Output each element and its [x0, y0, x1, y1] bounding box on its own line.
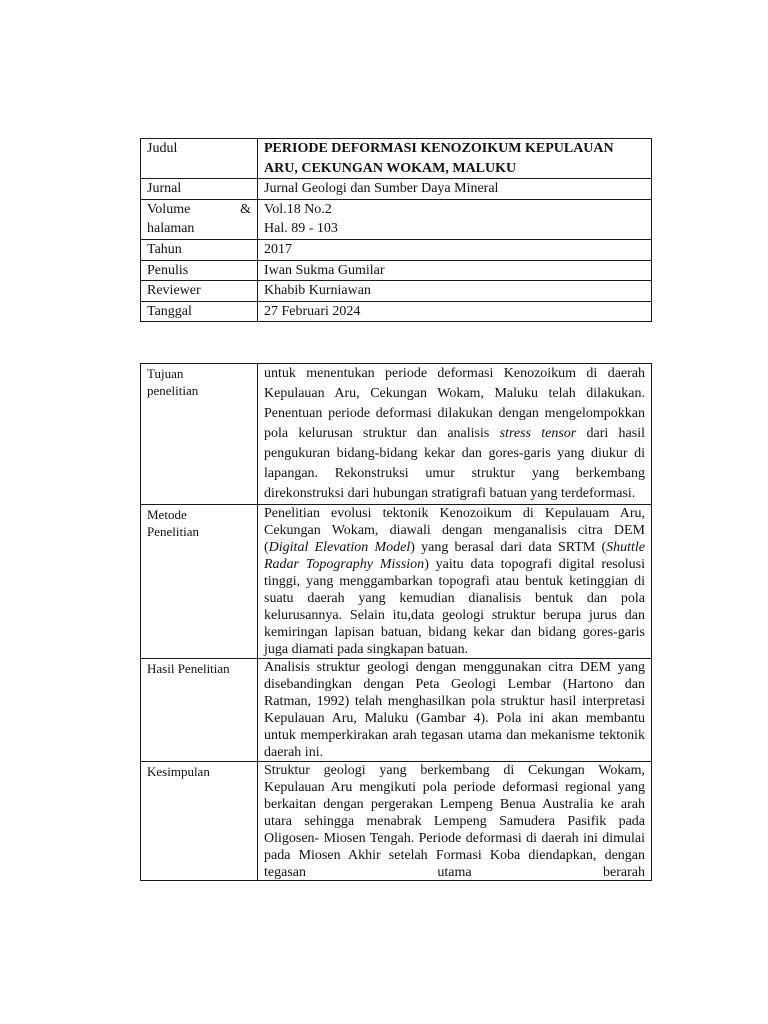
judul-label: Judul — [141, 139, 258, 179]
row-kesimpulan — [141, 762, 652, 881]
row-tanggal — [141, 301, 652, 322]
hasil-text: Analisis struktur geologi dengan menggunakan citra DEM yang disebandingkan dengan Peta Geologi Lembar (Hartono dan Ratman, 1992) telah menghasilkan pola struktur hasil interpretasi Kepulauan Aru, Maluku (Gambar 4). Pola ini akan membantu untuk memperkirakan arah tegasan utama dan mekanisme tektonik daerah ini. — [258, 659, 652, 762]
tujuan-text-part-1: untuk menentukan periode deformasi Kenozoikum di daerah Kepulauan Aru, Cekungan Wokam, Maluku telah dilakukan. Penentuan periode deformasi dilakukan dengan mengelompokkan pola kelurusan struktur dan analisis — [264, 366, 645, 441]
hasil-label: Hasil Penelitian — [141, 659, 258, 762]
tujuan-label — [141, 364, 258, 505]
reviewer-label: Reviewer — [141, 281, 258, 302]
tahun-label: Tahun — [141, 239, 258, 260]
metode-label-line-1: Metode — [147, 507, 187, 522]
volume-label-line — [147, 200, 251, 220]
metode-label-line-2: Penelitian — [147, 524, 199, 539]
volume-label — [141, 199, 258, 239]
row-jurnal — [141, 179, 652, 200]
tujuan-label-line-1: Tujuan — [147, 366, 184, 381]
row-tujuan — [141, 364, 652, 505]
jurnal-value: Jurnal Geologi dan Sumber Daya Mineral — [258, 179, 652, 200]
tujuan-text — [258, 364, 652, 505]
judul-value: PERIODE DEFORMASI KENOZOIKUM KEPULAUAN ARU, CEKUNGAN WOKAM, MALUKU — [258, 139, 652, 179]
halaman-label-word: halaman — [147, 221, 195, 237]
row-reviewer — [141, 281, 652, 302]
row-volume — [141, 199, 652, 239]
volume-label-word: Volume — [147, 201, 191, 217]
penulis-value: Iwan Sukma Gumilar — [258, 260, 652, 281]
volume-value-cell — [258, 199, 652, 239]
jurnal-label: Jurnal — [141, 179, 258, 200]
tahun-value: 2017 — [258, 239, 652, 260]
tanggal-value: 27 Februari 2024 — [258, 301, 652, 322]
metode-text-italic-2: Shuttle Radar Topography Mission — [264, 540, 646, 572]
kesimpulan-text: Struktur geologi yang berkembang di Cekungan Wokam, Kepulauan Aru mengikuti pola periode deformasi regional yang berkaitan dengan pergerakan Lempeng Benua Australia ke arah utara sehingga menabrak Lempeng Samudera Pasifik pada Oligosen- Miosen Tengah. Periode deformasi di daerah ini dimulai pada Miosen Akhir setelah Formasi Koba diendapkan, dengan tegasan utama berarah — [264, 763, 645, 880]
metode-text — [258, 505, 652, 659]
row-hasil — [141, 659, 652, 762]
halaman-value: Hal. 89 - 103 — [264, 221, 338, 237]
article-info-table — [140, 138, 652, 322]
tujuan-text-part-2: dari hasil pengukuran bidang-bidang kekar dan gores-garis yang diukur di lapangan. Rekonstruksi umur struktur yang berkembang direkonstruksi dari hubungan stratigrafi batuan yang terdeformasi. — [264, 426, 645, 501]
kesimpulan-label: Kesimpulan — [141, 762, 258, 881]
row-penulis — [141, 260, 652, 281]
metode-text-italic-1: Digital Elevation Model — [268, 540, 411, 555]
row-judul — [141, 139, 652, 179]
metode-text-part-2: ) yang berasal dari data SRTM ( — [410, 540, 607, 555]
volume-label-amp: & — [240, 201, 251, 217]
tanggal-label: Tanggal — [141, 301, 258, 322]
tujuan-text-italic: stress tensor — [499, 426, 577, 441]
penulis-label: Penulis — [141, 260, 258, 281]
tujuan-label-line-2: penelitian — [147, 383, 199, 398]
row-tahun — [141, 239, 652, 260]
volume-value: Vol.18 No.2 — [264, 201, 332, 217]
review-table — [140, 363, 652, 881]
metode-label — [141, 505, 258, 659]
metode-text-part-1: Penelitian evolusi tektonik Kenozoikum di Kepulauam Aru, Cekungan Wokam, diawali dengan menganalisis citra DEM ( — [264, 506, 645, 555]
row-metode — [141, 505, 652, 659]
metode-text-part-3: ) yaitu data topografi digital resolusi tinggi, yang menggambarkan topografi atau bentuk ketinggian di suatu daerah yang kemudian dianalisis bentuk dan pola kelurusannya. Selain itu,data geologi struktur berupa jurus dan kemiringan lapisan batuan, bidang kekar dan bidang gores-garis juga diamati pada singkapan batuan. — [264, 557, 645, 657]
reviewer-value: Khabib Kurniawan — [258, 281, 652, 302]
kesimpulan-cell — [258, 762, 652, 881]
